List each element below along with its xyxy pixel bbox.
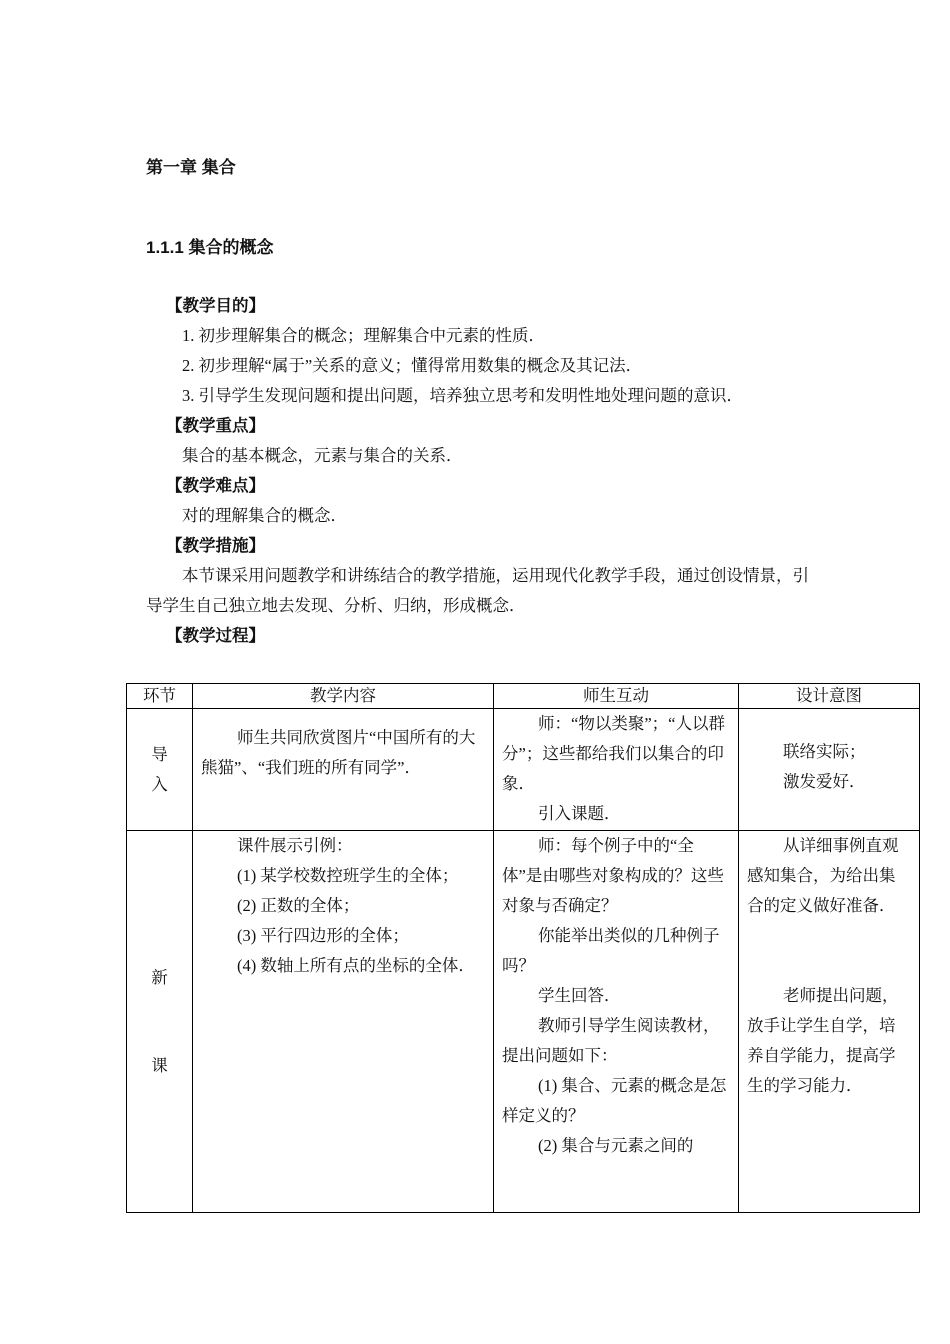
interaction-text: 引入课题． — [538, 804, 621, 823]
phase-char: 导 — [151, 745, 168, 764]
interaction-text: 你能举出类似的几种例子吗？ — [502, 926, 720, 975]
goal-item: 3. 引导学生发现问题和提出问题，培养独立思考和发明性地处理问题的意识． — [182, 386, 743, 405]
interaction-text: 教师引导学生阅读教材，提出问题如下： — [502, 1016, 720, 1065]
table-header-row — [127, 684, 920, 709]
focus-heading: 【教学重点】 — [166, 417, 265, 435]
intent-text: 激发爱好． — [783, 772, 866, 791]
section-title: 1.1.1 集合的概念 — [146, 238, 274, 257]
content-cell — [193, 709, 494, 831]
interaction-text: 师：每个例子中的“全体”是由哪些对象构成的？这些对象与否确定？ — [502, 836, 724, 915]
lesson-text — [146, 291, 810, 651]
intent-text: 老师提出问题，放手让学生自学，培养自学能力，提高学生的学习能力． — [747, 986, 899, 1095]
goals-heading: 【教学目的】 — [166, 297, 265, 315]
content-text: (3) 平行四边形的全体； — [237, 926, 409, 945]
measures-text: 本节课采用问题教学和讲练结合的教学措施，运用现代化教学手段，通过创设情景，引导学生自己独立地去发现、分析、归纳，形成概念． — [146, 566, 809, 615]
measures-heading: 【教学措施】 — [166, 537, 265, 555]
lesson-plan-table — [126, 683, 920, 1213]
phase-cell — [127, 831, 193, 1213]
intent-cell — [739, 831, 920, 1213]
focus-text: 集合的基本概念，元素与集合的关系． — [182, 446, 463, 465]
difficulty-heading: 【教学难点】 — [166, 477, 265, 495]
content-text: 师生共同欣赏图片“中国所有的大熊猫”、“我们班的所有同学”． — [201, 728, 476, 777]
header-content: 教学内容 — [193, 684, 494, 709]
difficulty-text: 对的理解集合的概念． — [182, 506, 347, 525]
table-row — [127, 709, 920, 831]
header-intent: 设计意图 — [739, 684, 920, 709]
goal-item: 1. 初步理解集合的概念；理解集合中元素的性质． — [182, 326, 545, 345]
intent-cell — [739, 709, 920, 831]
table-row — [127, 831, 920, 1213]
process-heading: 【教学过程】 — [166, 627, 265, 645]
chapter-title: 第一章 集合 — [146, 158, 236, 177]
content-text: (4) 数轴上所有点的坐标的全体． — [237, 956, 475, 975]
interaction-text: (2) 集合与元素之间的 — [538, 1136, 694, 1155]
interaction-cell — [494, 831, 739, 1213]
content-text: (1) 某学校数控班学生的全体； — [237, 866, 459, 885]
phase-char: 课 — [151, 1056, 168, 1075]
phase-cell — [127, 709, 193, 831]
header-interaction: 师生互动 — [494, 684, 739, 709]
interaction-cell — [494, 709, 739, 831]
intent-text: 从详细事例直观感知集合，为给出集合的定义做好准备． — [747, 836, 899, 915]
intent-text: 联络实际； — [783, 742, 866, 761]
content-text: (2) 正数的全体； — [237, 896, 360, 915]
interaction-text: 师：“物以类聚”；“人以群分”；这些都给我们以集合的印象． — [502, 714, 725, 793]
content-cell — [193, 831, 494, 1213]
interaction-text: (1) 集合、元素的概念是怎样定义的？ — [502, 1076, 727, 1125]
header-phase: 环节 — [127, 684, 193, 709]
content-text: 课件展示引例： — [237, 836, 353, 855]
interaction-text: 学生回答． — [538, 986, 621, 1005]
phase-char: 新 — [151, 968, 168, 987]
goal-item: 2. 初步理解“属于”关系的意义；懂得常用数集的概念及其记法． — [182, 356, 643, 375]
phase-char: 入 — [151, 775, 168, 794]
